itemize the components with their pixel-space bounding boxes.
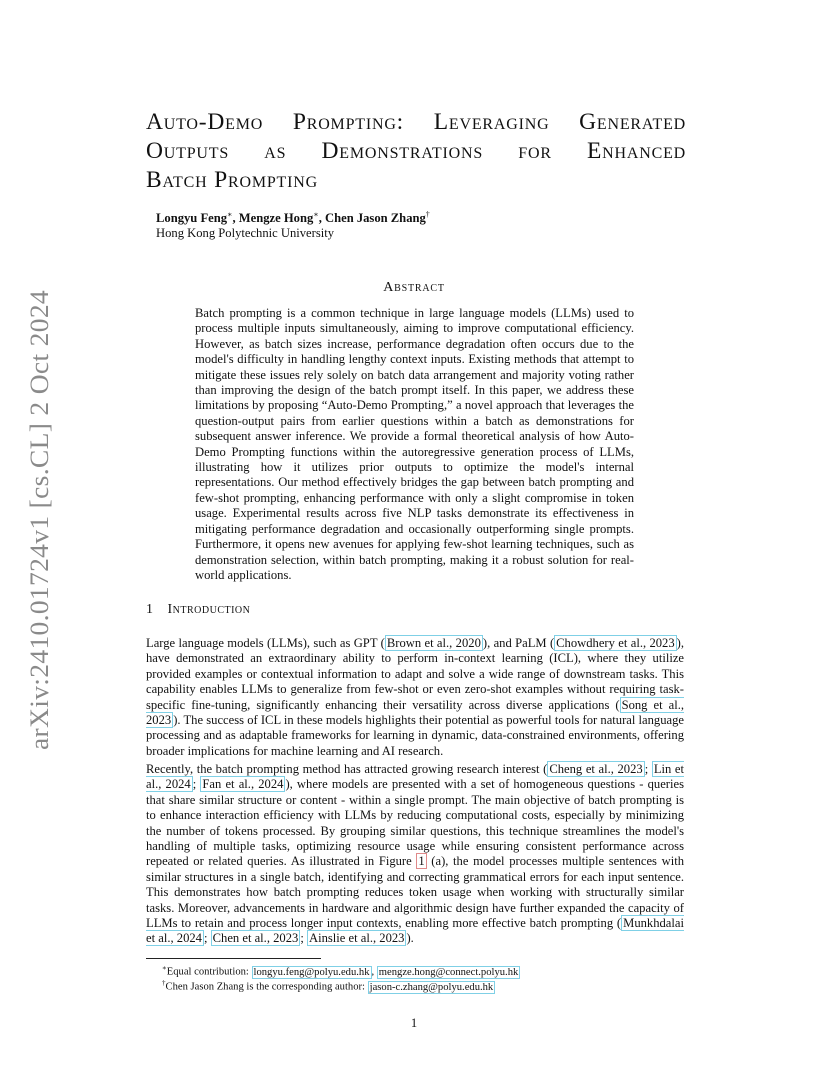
paper-title bbox=[146, 108, 686, 195]
equal-mark-1: ∗ bbox=[227, 210, 233, 219]
text-run: ), where models are presented with a set of homogeneous questions - queries that share similar structure or content - within a single prompt. The main objective of batch prompting is to enhance interaction efficiency with LLMs by reducing computational costs, especially by minimizing the number of tokens processed. By grouping similar questions, this technique streamlines the model's handling of multiple tasks, optimizing resource usage while ensuring consistent performance across repeated or related queries. As illustrated in Figure bbox=[146, 777, 684, 869]
title-line-3: Batch Prompting bbox=[146, 167, 318, 193]
citation-link[interactable]: Cheng et al., 2023 bbox=[549, 762, 643, 776]
corr-mark: † bbox=[425, 210, 430, 219]
equal-mark-2: ∗ bbox=[313, 210, 319, 219]
text-run: ), and PaLM ( bbox=[482, 636, 555, 650]
affiliation: Hong Kong Polytechnic University bbox=[156, 226, 335, 240]
text-run: ). bbox=[406, 931, 414, 946]
footnote-1-mark: ∗ bbox=[162, 964, 167, 972]
abstract-text: Batch prompting is a common technique in large language models (LLMs) used to process multiple inputs simultaneously, aiming to improve computational efficiency. However, as batch sizes increase, performance degradation often occurs due to the model's difficulty in handling lengthy context inputs. Existing methods that attempt to mitigate these issues rely solely on batch data arrangement and majority voting rather than improving the design of the batch prompt itself. In this paper, we address these limitations by proposing “Auto-Demo Prompting,” a novel approach that leverages the question-output pairs from earlier questions within a batch as demonstrations for subsequent answer inference. We provide a formal theoretical analysis of how Auto-Demo Prompting functions within the autoregressive generation process of LLMs, illustrating how it utilizes prior outputs to optimize the model's internal representations. Our method effectively bridges the gap between batch prompting and few-shot prompting, enhancing performance with only a slight compromise in token usage. Experimental results across five NLP tasks demonstrate its effectiveness in mitigating performance degradation and occasionally outperforming single prompts. Furthermore, it opens new avenues for applying few-shot learning techniques, such as demonstration selection, within batch prompting, making it a robust solution for real-world applications. bbox=[195, 306, 634, 582]
citation-link[interactable]: Brown et al., 2020 bbox=[386, 636, 481, 650]
text-run: ). The success of ICL in these models highlights their potential as powerful tools for natural language processing and as adaptable frameworks for learning in dynamic, data-constrained environments, offering broader implications for machine learning and AI research. bbox=[146, 713, 684, 758]
title-line-1: Auto-Demo Prompting: Leveraging Generated bbox=[146, 109, 686, 135]
citation-link[interactable]: Lin et al., 2024 bbox=[146, 762, 684, 792]
citation-link[interactable]: Munkhdalai et al., 2024 bbox=[146, 916, 684, 946]
text-run: ; bbox=[300, 931, 307, 946]
footnote-2-text: Chen Jason Zhang is the corresponding author: bbox=[165, 981, 368, 993]
email-link[interactable]: longyu.feng@polyu.edu.hk bbox=[253, 966, 370, 978]
text-run: ; bbox=[203, 931, 211, 946]
page-number: 1 bbox=[410, 1016, 418, 1030]
section-number: 1 bbox=[146, 602, 154, 617]
citation-link[interactable]: Ainslie et al., 2023 bbox=[308, 931, 405, 946]
email-link[interactable]: jason-c.zhang@polyu.edu.hk bbox=[369, 981, 494, 993]
abstract-heading: Abstract bbox=[383, 280, 445, 295]
citation-link[interactable]: Song et al., 2023 bbox=[146, 697, 685, 728]
author-2: Mengze Hong bbox=[238, 211, 314, 226]
footnote-rule bbox=[146, 958, 321, 959]
author-1: Longyu Feng bbox=[156, 211, 228, 226]
footnote-2-mark: † bbox=[162, 979, 166, 987]
intro-paragraph-2 bbox=[146, 762, 684, 947]
text-run: Large language models (LLMs), such as GPT ( bbox=[146, 636, 385, 650]
text-run: ; bbox=[192, 777, 201, 792]
citation-link[interactable]: Chen et al., 2023 bbox=[212, 931, 299, 946]
email-link[interactable]: mengze.hong@connect.polyu.hk bbox=[378, 966, 519, 978]
arxiv-stamp-text: arXiv:2410.01724v1 [cs.CL] 2 Oct 2024 bbox=[25, 315, 54, 750]
author-list: Longyu Feng∗, Mengze Hong∗, Chen Jason Zhang† bbox=[156, 210, 430, 226]
footnote-1-text: Equal contribution: bbox=[166, 966, 252, 978]
text-run: ), have demonstrated an extraordinary ability to perform in-context learning (ICL), where they utilize provided examples or contextual information to adapt and solve a wide range of downstream tasks. This capability enables LLMs to generalize from few-shot or even zero-shot examples without requiring task-specific fine-tuning, significantly enhancing their versatility across diverse applications ( bbox=[146, 636, 684, 712]
intro-paragraph-1 bbox=[146, 636, 684, 759]
text-run: ; bbox=[644, 762, 652, 776]
footnote-2 bbox=[162, 977, 495, 994]
title-line-2: Outputs as Demonstrations for Enhanced bbox=[146, 138, 686, 164]
text-run: (a), the model processes multiple sentences with similar structures in a single batch, identifying and correcting grammatical errors for each input sentence. This demonstrates how batch prompting reduces token usage when working with structurally similar tasks. Moreover, advancements in hardware and algorithmic design have further expanded the capacity of LLMs to retain and process longer input contexts, enabling more effective batch prompting ( bbox=[146, 854, 684, 931]
section-heading bbox=[146, 602, 250, 618]
author-3: Chen Jason Zhang bbox=[325, 211, 426, 226]
section-title: Introduction bbox=[167, 602, 251, 617]
arxiv-stamp bbox=[18, 280, 58, 760]
separator: , bbox=[371, 966, 377, 978]
citation-link[interactable]: Chowdhery et al., 2023 bbox=[556, 636, 675, 650]
figure-ref-link[interactable]: 1 bbox=[418, 854, 425, 869]
citation-link[interactable]: Fan et al., 2024 bbox=[202, 777, 284, 792]
text-run: Recently, the batch prompting method has attracted growing research interest ( bbox=[146, 762, 548, 776]
